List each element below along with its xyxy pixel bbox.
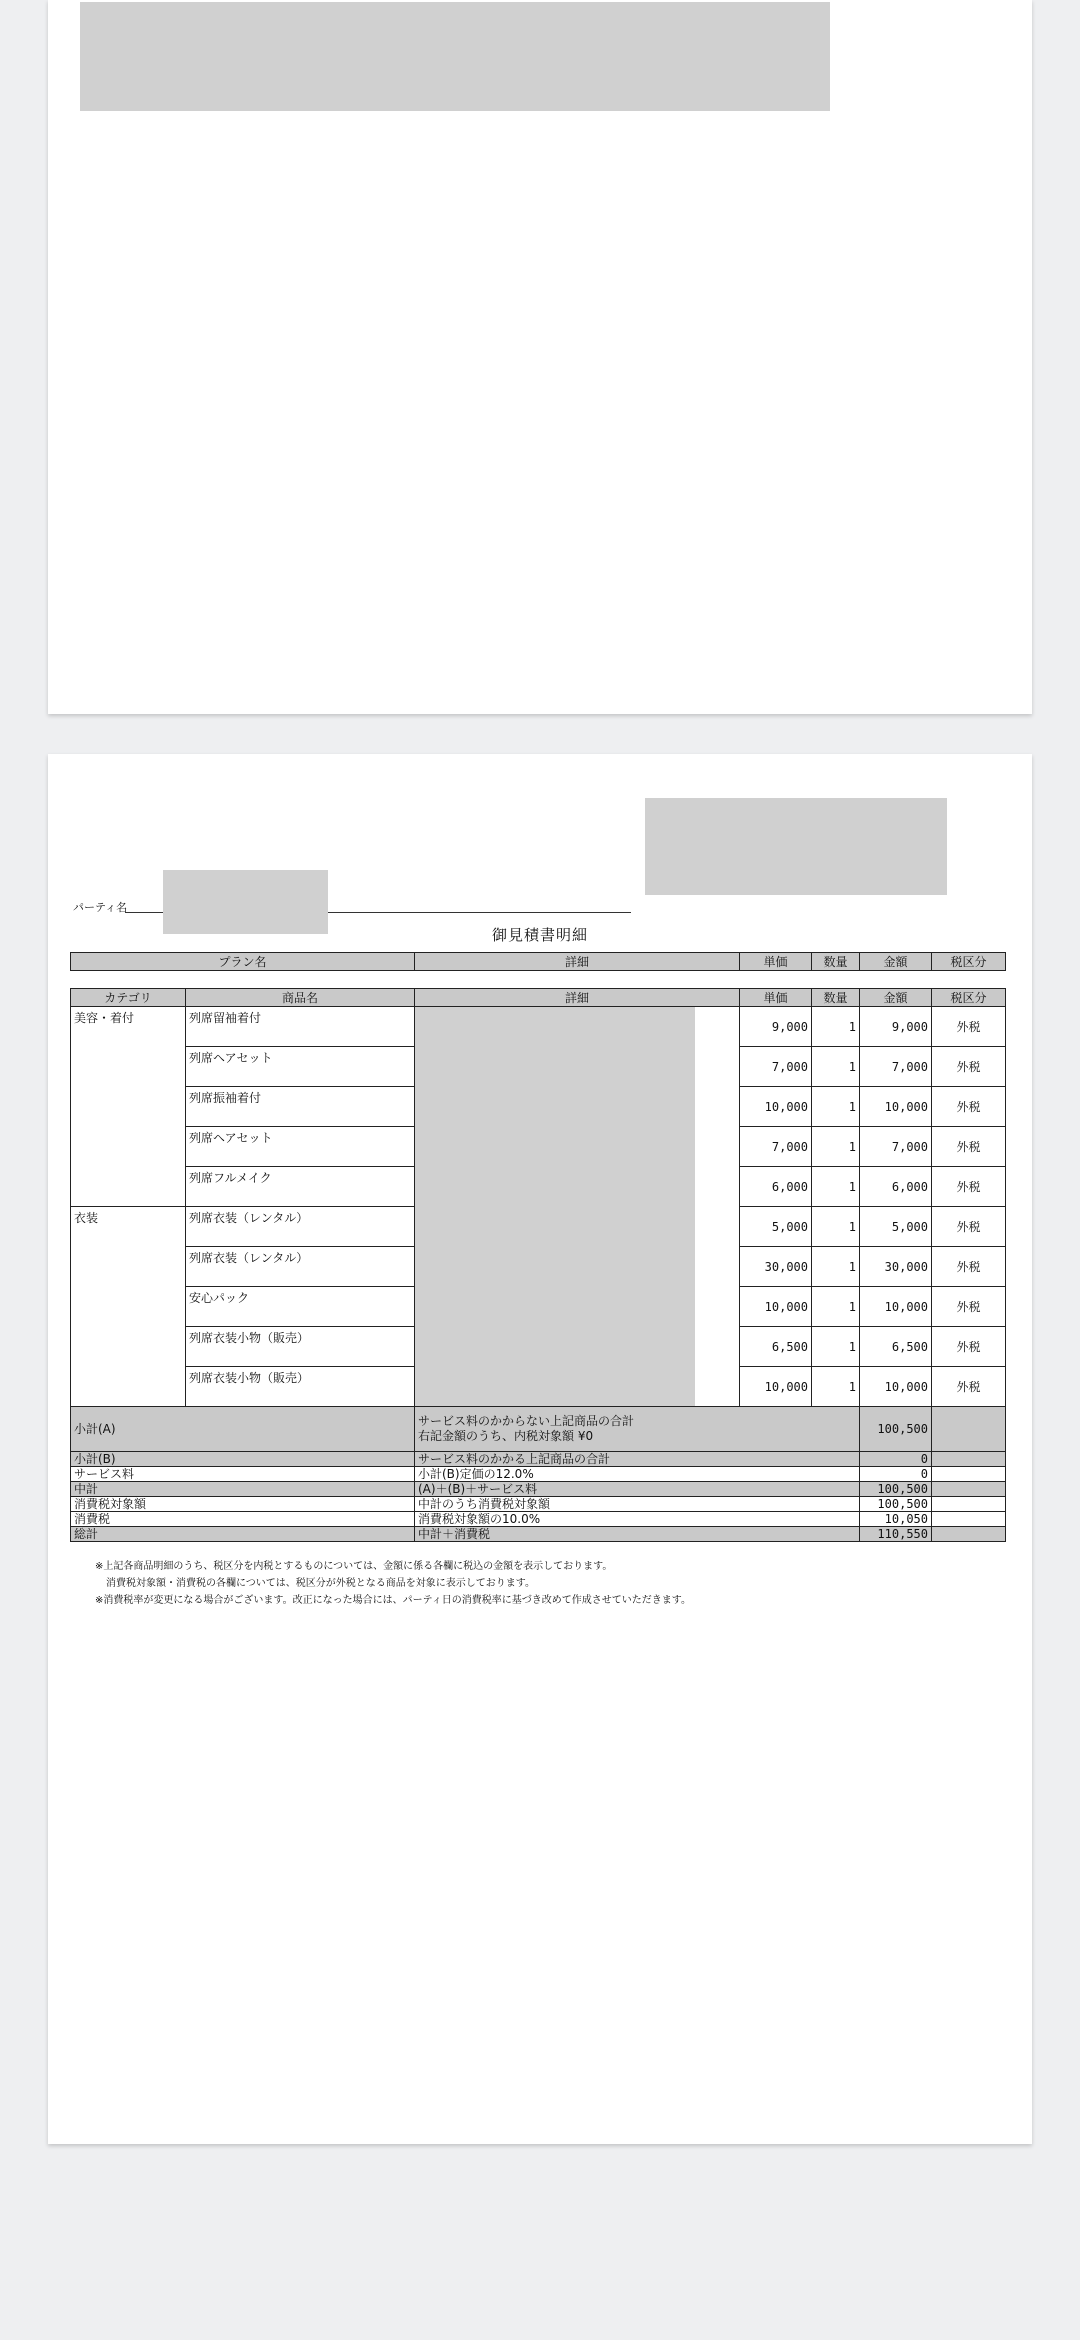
summary-tax-blank bbox=[932, 1527, 1006, 1542]
tax-type: 外税 bbox=[932, 1207, 1006, 1247]
plan-table-header bbox=[71, 953, 1006, 971]
item-name: 安心パック bbox=[186, 1287, 415, 1327]
tax-type: 外税 bbox=[932, 1247, 1006, 1287]
plan-table bbox=[70, 952, 1006, 971]
quantity: 1 bbox=[812, 1207, 860, 1247]
unit-price: 9,000 bbox=[740, 1007, 812, 1047]
item-name: 列席振袖着付 bbox=[186, 1087, 415, 1127]
unit-price: 10,000 bbox=[740, 1367, 812, 1407]
summary-amount: 100,500 bbox=[860, 1407, 932, 1452]
summary-row-subtotal-a bbox=[71, 1407, 1006, 1452]
items-header-cell: カテゴリ bbox=[71, 989, 186, 1007]
summary-label: 中計 bbox=[71, 1482, 415, 1497]
category-cell: 衣装 bbox=[71, 1207, 186, 1407]
quantity: 1 bbox=[812, 1167, 860, 1207]
summary-detail-line: 右記金額のうち、内税対象額 ¥0 bbox=[418, 1429, 594, 1443]
summary-amount: 10,050 bbox=[860, 1512, 932, 1527]
redacted-block bbox=[80, 2, 830, 111]
summary-label: 総計 bbox=[71, 1527, 415, 1542]
document-page-2 bbox=[48, 754, 1032, 2144]
items-header-cell: 商品名 bbox=[186, 989, 415, 1007]
summary-row-total bbox=[71, 1527, 1006, 1542]
item-detail-cell bbox=[415, 1007, 740, 1407]
summary-tax-blank bbox=[932, 1497, 1006, 1512]
summary-tax-blank bbox=[932, 1407, 1006, 1452]
plan-header-cell: 金額 bbox=[860, 953, 932, 971]
summary-detail: 中計のうち消費税対象額 bbox=[415, 1497, 860, 1512]
unit-price: 7,000 bbox=[740, 1047, 812, 1087]
unit-price: 6,500 bbox=[740, 1327, 812, 1367]
summary-detail: 中計＋消費税 bbox=[415, 1527, 860, 1542]
amount: 6,000 bbox=[860, 1167, 932, 1207]
quantity: 1 bbox=[812, 1047, 860, 1087]
summary-tax-blank bbox=[932, 1467, 1006, 1482]
unit-price: 10,000 bbox=[740, 1087, 812, 1127]
tax-type: 外税 bbox=[932, 1127, 1006, 1167]
footnote-line: ※上記各商品明細のうち、税区分を内税とするものについては、金額に係る各欄に税込の金額を表示しております。 bbox=[95, 1561, 613, 1572]
amount: 9,000 bbox=[860, 1007, 932, 1047]
item-name: 列席衣装（レンタル） bbox=[186, 1207, 415, 1247]
table-row bbox=[71, 1007, 1006, 1047]
tax-type: 外税 bbox=[932, 1167, 1006, 1207]
summary-row-subtotal-b bbox=[71, 1452, 1006, 1467]
tax-type: 外税 bbox=[932, 1087, 1006, 1127]
amount: 30,000 bbox=[860, 1247, 932, 1287]
item-name: 列席フルメイク bbox=[186, 1167, 415, 1207]
summary-label: サービス料 bbox=[71, 1467, 415, 1482]
unit-price: 7,000 bbox=[740, 1127, 812, 1167]
amount: 7,000 bbox=[860, 1047, 932, 1087]
items-header-cell: 税区分 bbox=[932, 989, 1006, 1007]
summary-tax-blank bbox=[932, 1512, 1006, 1527]
plan-header-cell: プラン名 bbox=[71, 953, 415, 971]
quantity: 1 bbox=[812, 1087, 860, 1127]
footnote-line: 消費税対象額・消費税の各欄については、税区分が外税となる商品を対象に表示しております。 bbox=[106, 1578, 535, 1589]
redacted-header-block bbox=[645, 798, 947, 895]
summary-amount: 100,500 bbox=[860, 1482, 932, 1497]
items-header-cell: 金額 bbox=[860, 989, 932, 1007]
unit-price: 5,000 bbox=[740, 1207, 812, 1247]
amount: 7,000 bbox=[860, 1127, 932, 1167]
summary-row-taxable bbox=[71, 1497, 1006, 1512]
unit-price: 30,000 bbox=[740, 1247, 812, 1287]
summary-tax-blank bbox=[932, 1482, 1006, 1497]
tax-type: 外税 bbox=[932, 1047, 1006, 1087]
tax-type: 外税 bbox=[932, 1287, 1006, 1327]
plan-header-cell: 税区分 bbox=[932, 953, 1006, 971]
summary-detail: 消費税対象額の10.0% bbox=[415, 1512, 860, 1527]
summary-label: 小計(A) bbox=[71, 1407, 415, 1452]
summary-detail: 小計(B)定価の12.0% bbox=[415, 1467, 860, 1482]
item-name: 列席留袖着付 bbox=[186, 1007, 415, 1047]
quantity: 1 bbox=[812, 1127, 860, 1167]
item-name: 列席衣装小物（販売） bbox=[186, 1327, 415, 1367]
document-page-1 bbox=[48, 0, 1032, 714]
footnote-line: ※消費税率が変更になる場合がございます。改正になった場合には、パーティ日の消費税率に基づき改めて作成させていただきます。 bbox=[95, 1595, 691, 1606]
amount: 6,500 bbox=[860, 1327, 932, 1367]
footnotes bbox=[95, 1558, 691, 1609]
quantity: 1 bbox=[812, 1327, 860, 1367]
plan-header-cell: 単価 bbox=[740, 953, 812, 971]
item-name: 列席ヘアセット bbox=[186, 1127, 415, 1167]
item-name: 列席衣装小物（販売） bbox=[186, 1367, 415, 1407]
category-cell: 美容・着付 bbox=[71, 1007, 186, 1207]
summary-detail bbox=[415, 1407, 860, 1452]
unit-price: 10,000 bbox=[740, 1287, 812, 1327]
item-name: 列席ヘアセット bbox=[186, 1047, 415, 1087]
tax-type: 外税 bbox=[932, 1327, 1006, 1367]
plan-header-cell: 詳細 bbox=[415, 953, 740, 971]
amount: 10,000 bbox=[860, 1367, 932, 1407]
quantity: 1 bbox=[812, 1287, 860, 1327]
redacted-detail bbox=[415, 1007, 695, 1406]
plan-header-cell: 数量 bbox=[812, 953, 860, 971]
document-title: 御見積書明細 bbox=[491, 926, 588, 944]
tax-type: 外税 bbox=[932, 1367, 1006, 1407]
summary-label: 消費税 bbox=[71, 1512, 415, 1527]
summary-amount: 0 bbox=[860, 1452, 932, 1467]
quantity: 1 bbox=[812, 1367, 860, 1407]
tax-type: 外税 bbox=[932, 1007, 1006, 1047]
items-table bbox=[70, 988, 1006, 1542]
summary-amount: 0 bbox=[860, 1467, 932, 1482]
amount: 10,000 bbox=[860, 1087, 932, 1127]
summary-detail: サービス料のかかる上記商品の合計 bbox=[415, 1452, 860, 1467]
items-header-cell: 単価 bbox=[740, 989, 812, 1007]
amount: 5,000 bbox=[860, 1207, 932, 1247]
summary-amount: 110,550 bbox=[860, 1527, 932, 1542]
quantity: 1 bbox=[812, 1247, 860, 1287]
item-name: 列席衣装（レンタル） bbox=[186, 1247, 415, 1287]
unit-price: 6,000 bbox=[740, 1167, 812, 1207]
summary-detail-line: サービス料のかからない上記商品の合計 bbox=[418, 1414, 635, 1428]
summary-label: 消費税対象額 bbox=[71, 1497, 415, 1512]
items-header-cell: 詳細 bbox=[415, 989, 740, 1007]
summary-row-service-fee bbox=[71, 1467, 1006, 1482]
summary-amount: 100,500 bbox=[860, 1497, 932, 1512]
items-table-header bbox=[71, 989, 1006, 1007]
summary-row-consumption-tax bbox=[71, 1512, 1006, 1527]
summary-label: 小計(B) bbox=[71, 1452, 415, 1467]
quantity: 1 bbox=[812, 1007, 860, 1047]
summary-row-midtotal bbox=[71, 1482, 1006, 1497]
party-name-label: パーティ名 bbox=[73, 901, 128, 914]
summary-detail: (A)＋(B)＋サービス料 bbox=[415, 1482, 860, 1497]
items-header-cell: 数量 bbox=[812, 989, 860, 1007]
summary-tax-blank bbox=[932, 1452, 1006, 1467]
amount: 10,000 bbox=[860, 1287, 932, 1327]
